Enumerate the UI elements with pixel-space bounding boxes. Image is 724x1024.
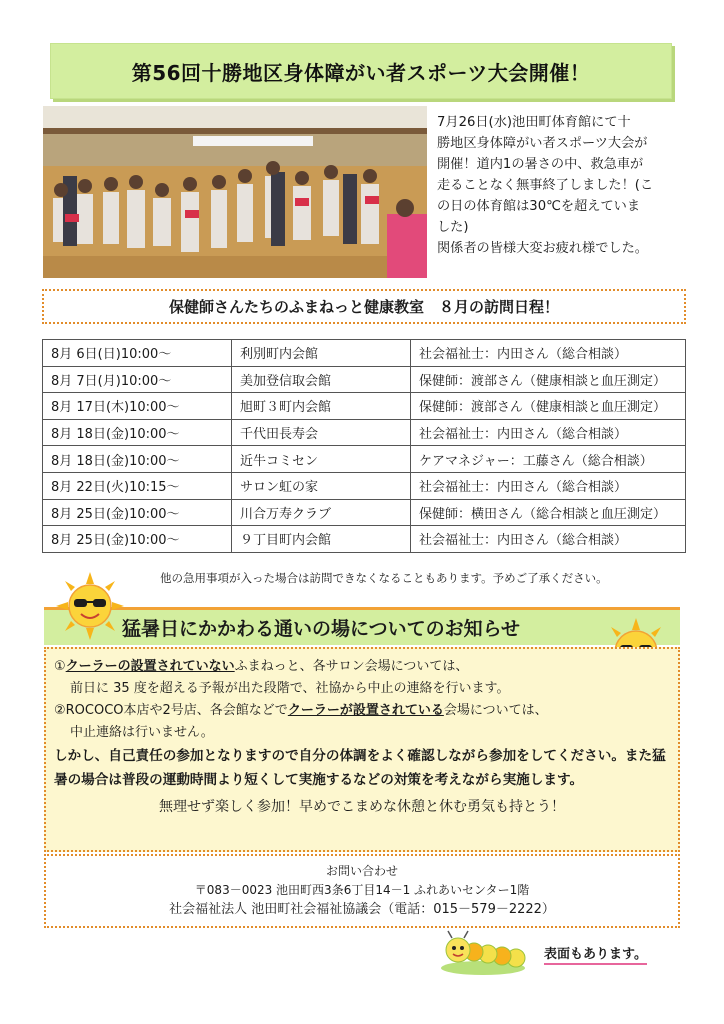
schedule-place: サロン虹の家	[232, 472, 411, 499]
caterpillar-icon	[438, 930, 528, 976]
schedule-place: 美加登信取会館	[232, 366, 411, 393]
heat-slogan: 無理せず楽しく参加！早めでこまめな休憩と休む勇気も持とう！	[159, 799, 565, 815]
intro-line: 勝地区身体障がい者スポーツ大会が	[437, 136, 648, 151]
item-text: 会場については、	[443, 703, 548, 718]
with-cooler-text: クーラーが設置されている	[287, 703, 444, 718]
schedule-place: 利別町内会館	[232, 340, 411, 367]
intro-line: 走ることなく無事終了しました！(こ	[437, 178, 654, 193]
heat-item-1-detail: 前日に 35 度を超える予報が出た段階で、社協から中止の連絡を行います。	[70, 681, 510, 696]
contact-org: 社会福祉法人 池田町社会福祉協議会（電話：015－579－2222）	[169, 902, 555, 917]
table-row	[43, 419, 686, 446]
heat-title-band	[44, 607, 680, 645]
heat-title: 猛暑日にかかわる通いの場についてのお知らせ	[122, 618, 521, 640]
schedule-date: 8月 25日(金)10:00～	[43, 499, 232, 526]
schedule-date: 8月 22日(火)10:15～	[43, 472, 232, 499]
item-number: ①	[54, 659, 66, 674]
contact-address: 〒083－0023 池田町西3条6丁目14－1 ふれあいセンター1階	[194, 883, 530, 897]
item-text: ふまねっと、各サロン会場については、	[234, 659, 469, 674]
heat-caution: しかし、自己責任の参加となりますので自分の体調をよく確認しながら参加をしてください。また猛暑の場合は普段の運動時間より短くして実施するなどの対策を考えながら実施します。	[54, 748, 666, 788]
schedule-date: 8月 18日(金)10:00～	[43, 446, 232, 473]
heat-item-2	[54, 700, 670, 722]
schedule-place: ９丁目町内会館	[232, 526, 411, 553]
table-row	[43, 472, 686, 499]
visit-heading-box	[42, 289, 686, 324]
schedule-note: 他の急用事項が入った場合は訪問できなくなることもあります。予めご了承ください。	[160, 571, 608, 585]
contact-heading: お問い合わせ	[325, 864, 398, 878]
schedule-date: 8月 17日(木)10:00～	[43, 393, 232, 420]
table-row	[43, 446, 686, 473]
intro-line: した)	[437, 220, 469, 235]
gym-crowd-image	[43, 106, 427, 278]
table-row	[43, 366, 686, 393]
visit-heading: 保健師さんたちのふまねっと健康教室 ８月の訪問日程！	[168, 298, 559, 316]
schedule-table	[42, 339, 686, 553]
intro-line: 7月26日(水)池田町体育館にて十	[437, 115, 631, 130]
event-photo	[43, 106, 427, 278]
schedule-date: 8月 6日(日)10:00～	[43, 340, 232, 367]
schedule-place: 旭町３町内会館	[232, 393, 411, 420]
schedule-staff: 社会福祉士：内田さん（総合相談）	[411, 526, 686, 553]
schedule-staff: 保健師：横田さん（総合相談と血圧測定）	[411, 499, 686, 526]
schedule-date: 8月 25日(金)10:00～	[43, 526, 232, 553]
page-title: 第56回十勝地区身体障がい者スポーツ大会開催！	[131, 60, 591, 85]
schedule-place: 千代田長寿会	[232, 419, 411, 446]
back-side-note: 表面もあります。	[544, 943, 647, 965]
title-banner	[50, 43, 672, 99]
schedule-staff: 社会福祉士：内田さん（総合相談）	[411, 419, 686, 446]
item-text: ②ROCOCO本店や2号店、各会館などで	[54, 703, 288, 718]
contact-box	[44, 854, 680, 928]
schedule-staff: 社会福祉士：内田さん（総合相談）	[411, 340, 686, 367]
table-row	[43, 340, 686, 367]
heat-notice-body	[44, 647, 680, 852]
table-row	[43, 499, 686, 526]
table-row	[43, 393, 686, 420]
heat-item-2-detail: 中止連絡は行いません。	[70, 725, 214, 740]
intro-line: 開催！道内1の暑さの中、救急車が	[437, 157, 644, 172]
no-cooler-text: クーラーの設置されていない	[65, 659, 235, 674]
schedule-staff: 社会福祉士：内田さん（総合相談）	[411, 472, 686, 499]
intro-text	[437, 112, 689, 259]
schedule-place: 川合万寿クラブ	[232, 499, 411, 526]
schedule-date: 8月 7日(月)10:00～	[43, 366, 232, 393]
schedule-place: 近牛コミセン	[232, 446, 411, 473]
heat-item-1	[54, 656, 670, 678]
schedule-staff: 保健師：渡部さん（健康相談と血圧測定）	[411, 366, 686, 393]
schedule-staff: ケアマネジャー：工藤さん（総合相談）	[411, 446, 686, 473]
sun-sunglasses-icon	[54, 570, 126, 642]
table-row	[43, 526, 686, 553]
intro-line: 関係者の皆様大変お疲れ様でした。	[437, 241, 648, 256]
schedule-date: 8月 18日(金)10:00～	[43, 419, 232, 446]
intro-line: の日の体育館は30℃を超えていま	[437, 199, 641, 214]
schedule-staff: 保健師：渡部さん（健康相談と血圧測定）	[411, 393, 686, 420]
